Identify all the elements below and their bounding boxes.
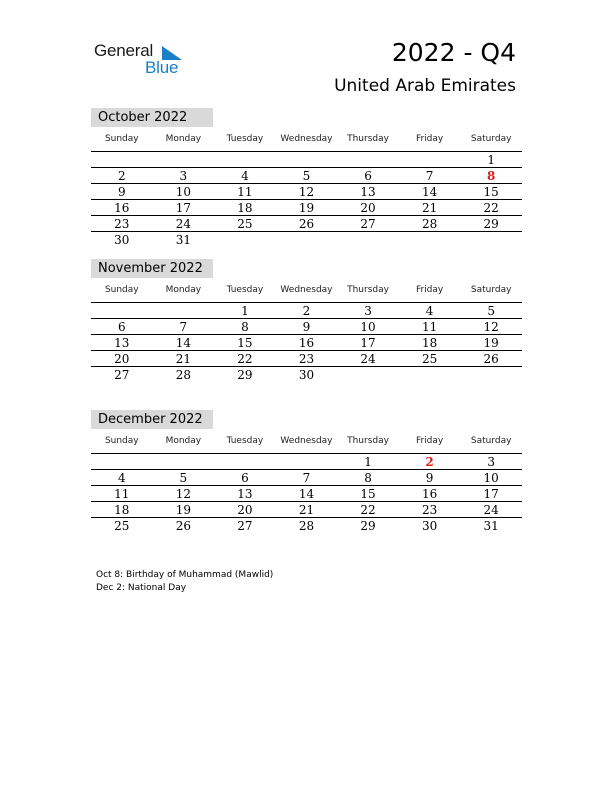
day-cell: 16 bbox=[114, 200, 130, 215]
day-cell: 10 bbox=[483, 470, 499, 485]
day-cell: 27 bbox=[237, 519, 253, 533]
day-cell: 25 bbox=[237, 216, 253, 231]
day-cell: 22 bbox=[483, 200, 499, 215]
week-row bbox=[91, 351, 522, 367]
day-cell: 30 bbox=[421, 519, 438, 533]
week-row bbox=[91, 502, 522, 518]
weekday-label: Friday bbox=[415, 134, 444, 144]
day-cell: 18 bbox=[114, 502, 130, 517]
weekday-label: Sunday bbox=[104, 134, 139, 144]
day-cell: 16 bbox=[298, 335, 315, 350]
day-cell: 2 bbox=[117, 168, 126, 183]
day-cell: 3 bbox=[364, 303, 372, 318]
day-cell: 22 bbox=[360, 502, 376, 517]
day-cell: 14 bbox=[298, 486, 315, 501]
day-cell: 27 bbox=[360, 216, 376, 231]
day-cell: 14 bbox=[421, 184, 438, 199]
weekday-label: Monday bbox=[165, 436, 202, 446]
week-row bbox=[91, 319, 522, 335]
day-cell: 6 bbox=[241, 470, 249, 485]
day-cell: 15 bbox=[360, 486, 376, 501]
day-cell: 25 bbox=[114, 519, 130, 533]
weekday-label: Tuesday bbox=[226, 134, 264, 144]
day-cell: 31 bbox=[175, 233, 191, 247]
holiday-note: Oct 8: Birthday of Muhammad (Mawlid) bbox=[96, 570, 274, 580]
day-cell: 11 bbox=[114, 486, 130, 501]
day-cell: 28 bbox=[421, 216, 438, 231]
day-cell: 23 bbox=[421, 502, 438, 517]
day-cell: 12 bbox=[175, 486, 191, 501]
day-cell: 24 bbox=[360, 351, 376, 366]
day-cell: 10 bbox=[175, 184, 191, 199]
week-row bbox=[91, 486, 522, 502]
day-cell: 3 bbox=[179, 168, 188, 183]
day-cell: 20 bbox=[114, 351, 130, 366]
month-title: October 2022 bbox=[91, 108, 213, 127]
day-cell: 8 bbox=[241, 319, 249, 334]
day-cell: 13 bbox=[114, 335, 130, 350]
week-row bbox=[91, 168, 522, 184]
day-cell-holiday: 2 bbox=[425, 454, 434, 469]
week-row bbox=[91, 335, 522, 351]
day-cell: 1 bbox=[487, 152, 495, 167]
weekday-header-row bbox=[91, 278, 522, 302]
weekday-label: Wednesday bbox=[280, 436, 333, 446]
day-cell: 5 bbox=[487, 303, 495, 318]
day-cell: 21 bbox=[175, 351, 191, 366]
week-grid bbox=[91, 453, 522, 534]
weekday-label: Thursday bbox=[347, 436, 389, 446]
day-cell: 13 bbox=[237, 486, 253, 501]
holiday-note: Dec 2: National Day bbox=[96, 583, 187, 593]
day-cell: 25 bbox=[421, 351, 438, 366]
day-cell: 3 bbox=[487, 454, 495, 469]
day-cell: 12 bbox=[483, 319, 499, 334]
week-grid bbox=[91, 151, 522, 248]
day-cell: 18 bbox=[421, 335, 438, 350]
weekday-label: Monday bbox=[165, 285, 202, 295]
day-cell: 9 bbox=[425, 470, 434, 485]
month-november bbox=[91, 259, 522, 383]
weekday-label: Thursday bbox=[347, 134, 389, 144]
weekday-header-row bbox=[91, 429, 522, 453]
weekday-label: Friday bbox=[415, 285, 444, 295]
weekday-label: Thursday bbox=[347, 285, 389, 295]
weekday-label: Friday bbox=[415, 436, 444, 446]
day-cell: 11 bbox=[237, 184, 253, 199]
month-december bbox=[91, 410, 522, 534]
day-cell: 29 bbox=[360, 519, 376, 533]
day-cell: 7 bbox=[179, 319, 188, 334]
day-cell-holiday: 8 bbox=[486, 168, 496, 183]
day-cell: 10 bbox=[360, 319, 376, 334]
day-cell: 13 bbox=[360, 184, 376, 199]
day-cell: 24 bbox=[175, 216, 191, 231]
day-cell: 9 bbox=[302, 319, 311, 334]
page-title: 2022 - Q4 bbox=[391, 38, 516, 67]
day-cell: 6 bbox=[117, 319, 126, 334]
day-cell: 16 bbox=[421, 486, 438, 501]
week-row bbox=[91, 216, 522, 232]
day-cell: 20 bbox=[360, 200, 376, 215]
day-cell: 5 bbox=[179, 470, 188, 485]
day-cell: 26 bbox=[175, 519, 191, 533]
day-cell: 27 bbox=[114, 368, 130, 382]
month-title: December 2022 bbox=[91, 410, 213, 429]
day-cell: 31 bbox=[483, 519, 499, 533]
logo-text-general: General bbox=[94, 41, 154, 60]
holiday-notes bbox=[96, 569, 273, 595]
weekday-label: Saturday bbox=[470, 285, 512, 295]
day-cell: 22 bbox=[237, 351, 253, 366]
day-cell: 7 bbox=[425, 168, 434, 183]
day-cell: 19 bbox=[298, 200, 315, 215]
day-cell: 29 bbox=[483, 216, 499, 231]
day-cell: 4 bbox=[241, 168, 249, 183]
day-cell: 24 bbox=[483, 502, 499, 517]
day-cell: 29 bbox=[237, 368, 253, 382]
day-cell: 28 bbox=[175, 368, 191, 382]
month-title: November 2022 bbox=[91, 259, 213, 278]
week-row bbox=[91, 152, 522, 168]
weekday-label: Sunday bbox=[104, 436, 139, 446]
weekday-label: Wednesday bbox=[280, 134, 333, 144]
day-cell: 4 bbox=[117, 470, 126, 485]
day-cell: 30 bbox=[114, 233, 130, 247]
day-cell: 15 bbox=[483, 184, 499, 199]
day-cell: 17 bbox=[175, 200, 191, 215]
day-cell: 12 bbox=[298, 184, 315, 199]
day-cell: 6 bbox=[364, 168, 372, 183]
day-cell: 2 bbox=[302, 303, 311, 318]
generalblue-logo bbox=[94, 41, 194, 81]
day-cell: 5 bbox=[302, 168, 311, 183]
week-row bbox=[91, 184, 522, 200]
day-cell: 23 bbox=[114, 216, 130, 231]
weekday-label: Saturday bbox=[470, 436, 512, 446]
day-cell: 21 bbox=[421, 200, 438, 215]
day-cell: 19 bbox=[483, 335, 499, 350]
week-row bbox=[91, 200, 522, 216]
logo-text-blue: Blue bbox=[145, 58, 179, 77]
week-row bbox=[91, 518, 522, 534]
day-cell: 21 bbox=[298, 502, 315, 517]
day-cell: 9 bbox=[117, 184, 126, 199]
day-cell: 20 bbox=[237, 502, 253, 517]
day-cell: 30 bbox=[298, 368, 315, 382]
day-cell: 7 bbox=[302, 470, 311, 485]
week-row bbox=[91, 454, 522, 470]
weekday-header-row bbox=[91, 127, 522, 151]
day-cell: 14 bbox=[175, 335, 191, 350]
day-cell: 8 bbox=[364, 470, 372, 485]
day-cell: 26 bbox=[483, 351, 499, 366]
day-cell: 17 bbox=[483, 486, 499, 501]
day-cell: 15 bbox=[237, 335, 253, 350]
week-row bbox=[91, 303, 522, 319]
week-row bbox=[91, 367, 522, 383]
weekday-label: Tuesday bbox=[226, 285, 264, 295]
day-cell: 26 bbox=[298, 216, 315, 231]
weekday-label: Sunday bbox=[104, 285, 139, 295]
day-cell: 4 bbox=[425, 303, 434, 318]
day-cell: 17 bbox=[360, 335, 376, 350]
day-cell: 1 bbox=[364, 454, 372, 469]
month-october bbox=[91, 108, 522, 248]
day-cell: 19 bbox=[175, 502, 191, 517]
country-name: United Arab Emirates bbox=[334, 76, 516, 96]
day-cell: 18 bbox=[237, 200, 253, 215]
week-grid bbox=[91, 302, 522, 383]
day-cell: 1 bbox=[241, 303, 249, 318]
weekday-label: Tuesday bbox=[226, 436, 264, 446]
week-row bbox=[91, 470, 522, 486]
day-cell: 28 bbox=[298, 519, 315, 533]
week-row bbox=[91, 232, 522, 248]
day-cell: 23 bbox=[298, 351, 315, 366]
weekday-label: Monday bbox=[165, 134, 202, 144]
day-cell: 11 bbox=[421, 319, 438, 334]
weekday-label: Wednesday bbox=[280, 285, 333, 295]
weekday-label: Saturday bbox=[470, 134, 512, 144]
